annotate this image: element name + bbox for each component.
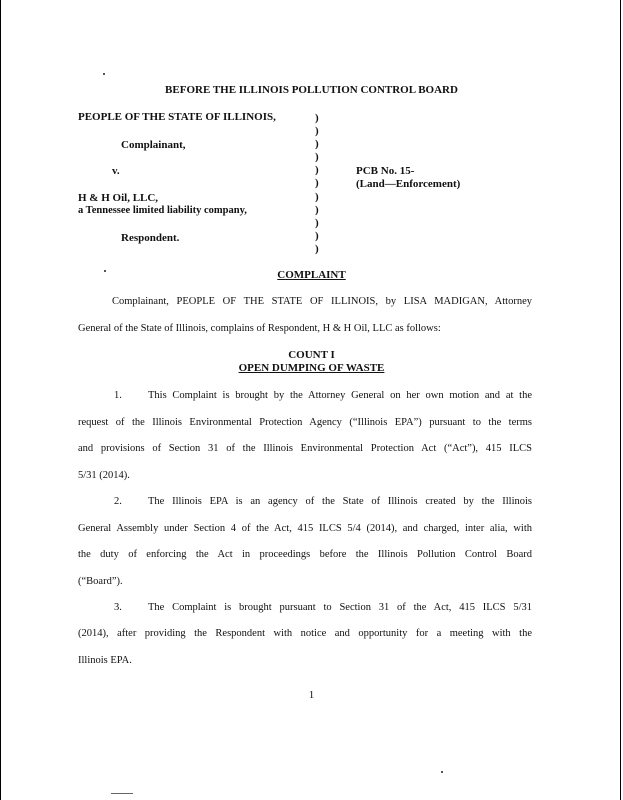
caption-defendant-desc: a Tennessee limited liability company, (78, 205, 247, 216)
caption-defendant-role: Respondent. (121, 232, 180, 244)
scan-mark (111, 793, 133, 794)
paragraph-line: Illinois EPA. (78, 655, 132, 666)
count-title: OPEN DUMPING OF WASTE (238, 362, 385, 374)
paragraph-line: (2014), after providing the Respondent with notice and opportunity for a meeting with the (78, 628, 532, 639)
paragraph-number: 3. (114, 602, 122, 613)
scan-edge-right (620, 0, 621, 800)
paragraph-number: 2. (114, 496, 122, 507)
caption-plaintiff: PEOPLE OF THE STATE OF ILLINOIS, (78, 111, 276, 123)
count-number: COUNT I (288, 349, 335, 361)
intro-line-1: Complainant, PEOPLE OF THE STATE OF ILLINOIS, by LISA MADIGAN, Attorney (112, 296, 532, 307)
caption-defendant-name: H & H Oil, LLC, (78, 192, 159, 204)
paragraph-line: The Complaint is brought pursuant to Section 31 of the Act, 415 ILCS 5/31 (148, 602, 532, 613)
scan-edge-left (0, 0, 1, 800)
scan-speck (104, 270, 106, 272)
case-number: PCB No. 15- (356, 165, 415, 177)
paragraph-line: The Illinois EPA is an agency of the State of Illinois created by the Illinois (148, 496, 532, 507)
caption-parentheses: ) ) ) ) ) ) ) ) ) ) ) (315, 112, 319, 255)
page-number: 1 (308, 689, 315, 701)
scan-speck (441, 771, 443, 773)
paragraph-line: the duty of enforcing the Act in proceedings before the Illinois Pollution Control Board (78, 549, 532, 560)
paragraph-line: This Complaint is brought by the Attorney General on her own motion and at the (148, 390, 532, 401)
scan-speck (103, 73, 105, 75)
paragraph-line: and provisions of Section 31 of the Illinois Environmental Protection Act (“Act”), 415 ILCS (78, 443, 532, 454)
complaint-title: COMPLAINT (277, 269, 346, 281)
board-heading: BEFORE THE ILLINOIS POLLUTION CONTROL BOARD (165, 84, 458, 96)
intro-line-2: General of the State of Illinois, complains of Respondent, H & H Oil, LLC as follows: (78, 323, 441, 334)
caption-plaintiff-role: Complainant, (121, 139, 186, 151)
case-type: (Land—Enforcement) (356, 178, 461, 190)
paragraph-line: (“Board”). (78, 576, 123, 587)
paragraph-line: request of the Illinois Environmental Protection Agency (“Illinois EPA”) pursuant to the terms (78, 417, 532, 428)
paragraph-line: 5/31 (2014). (78, 470, 130, 481)
paragraph-line: General Assembly under Section 4 of the Act, 415 ILCS 5/4 (2014), and charged, inter alia, with (78, 523, 532, 534)
caption-versus: v. (112, 165, 120, 177)
paragraph-number: 1. (114, 390, 122, 401)
